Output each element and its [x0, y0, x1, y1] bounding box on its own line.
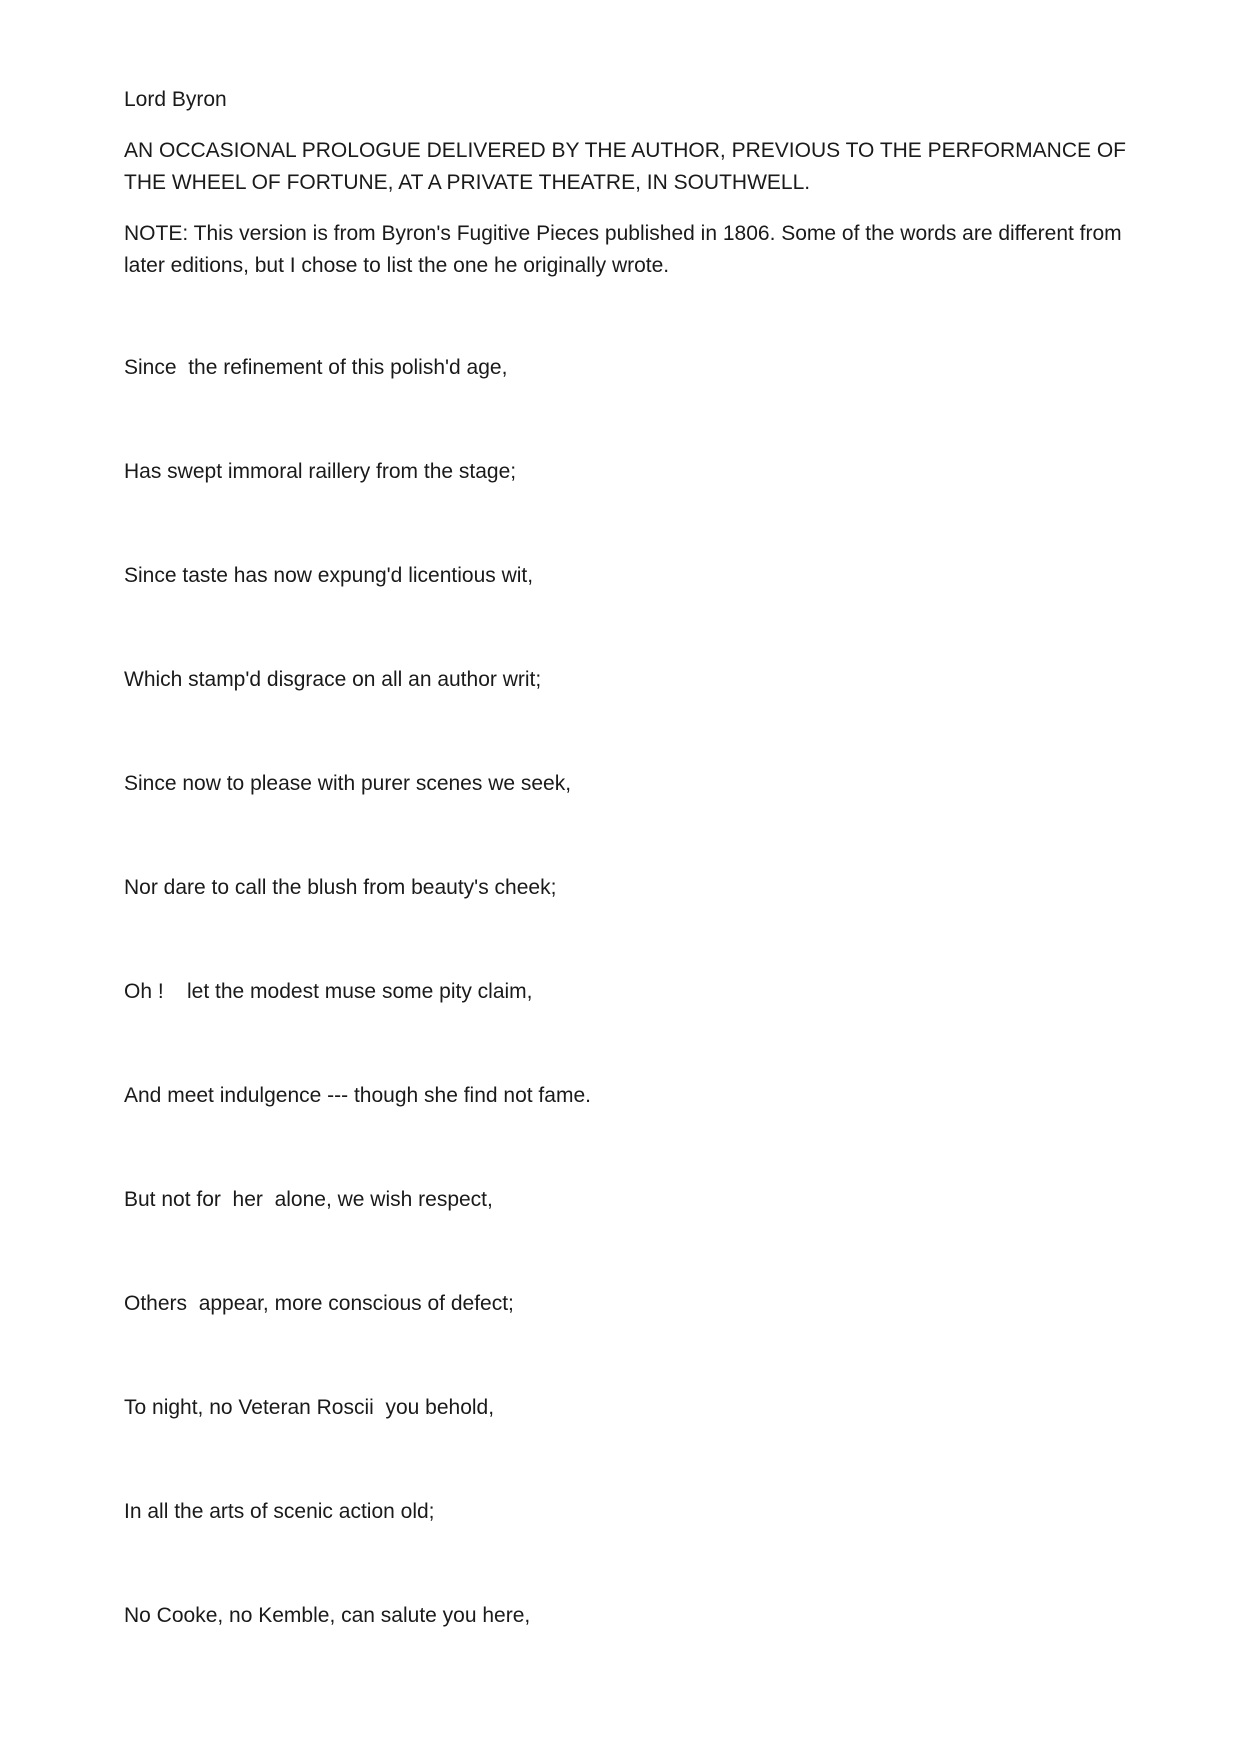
poem-line: Since the refinement of this polish'd age, [124, 356, 508, 379]
poem-line: Others appear, more conscious of defect; [124, 1292, 514, 1315]
editor-note: NOTE: This version is from Byron's Fugitive Pieces published in 1806. Some of the words are different from later editions, but I chose to list the one he originally wrote. [124, 222, 1122, 277]
author-name: Lord Byron [124, 88, 227, 111]
document-content [124, 84, 1134, 1704]
poem-body [124, 352, 1134, 1632]
poem-line: Since now to please with purer scenes we seek, [124, 772, 572, 795]
poem-line: To night, no Veteran Roscii you behold, [124, 1396, 495, 1419]
poem-line: Since taste has now expung'd licentious wit, [124, 564, 534, 587]
poem-line: Which stamp'd disgrace on all an author writ; [124, 668, 542, 691]
poem-line: Nor dare to call the blush from beauty's cheek; [124, 876, 557, 899]
poem-line: Has swept immoral raillery from the stage; [124, 460, 517, 483]
poem-title: AN OCCASIONAL PROLOGUE DELIVERED BY THE AUTHOR, PREVIOUS TO THE PERFORMANCE OF THE WHEEL OF FORTUNE, AT A PRIVATE THEATRE, IN SOUTHWELL. [124, 139, 1126, 194]
poem-line: No Cooke, no Kemble, can salute you here, [124, 1604, 531, 1627]
poem-line: And meet indulgence --- though she find not fame. [124, 1084, 591, 1107]
poem-line: Oh ! let the modest muse some pity claim, [124, 980, 533, 1003]
poem-line: In all the arts of scenic action old; [124, 1500, 435, 1523]
poem-line: But not for her alone, we wish respect, [124, 1188, 493, 1211]
